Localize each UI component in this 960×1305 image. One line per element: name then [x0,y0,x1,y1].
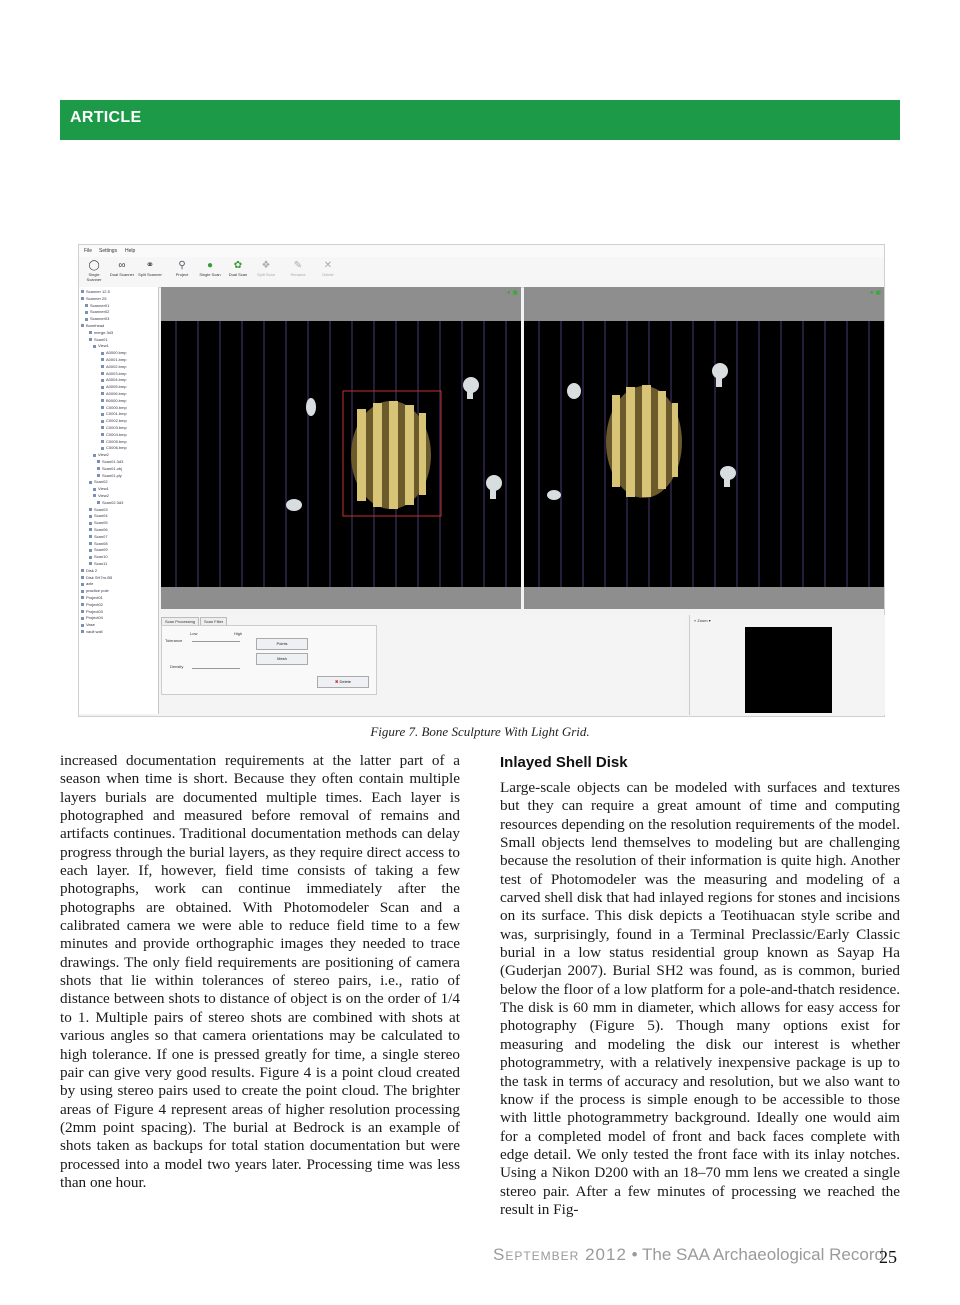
rename-icon: ✎ [293,260,303,271]
menu-help[interactable]: Help [125,248,136,254]
tree-item[interactable]: merge.3d3 [89,330,113,335]
tree-item[interactable]: View1 [93,343,109,348]
footer-separator: • [631,1245,638,1264]
tree-item[interactable]: Project01 [81,595,103,600]
tree-item[interactable]: Scan01.ply [97,473,122,478]
tree-item[interactable]: Scan08 [89,541,108,546]
left-column [60,752,460,1192]
split-scan-button[interactable]: ❖ Split Scan [256,260,275,277]
tree-item[interactable]: Scan03 [89,507,108,512]
dual-scan-button[interactable]: ✿ Dual Scan [228,260,248,277]
right-column [500,779,900,1219]
left-viewport[interactable] [161,287,521,609]
tree-item[interactable]: A0001.bmp [101,357,126,362]
viewport-controls-icon: ● ▣ [507,290,518,296]
delete-button[interactable]: ✖ Delete [317,676,369,688]
density-slider[interactable] [192,668,240,669]
tree-item[interactable]: Scanner 25 [81,296,106,301]
tree-item[interactable]: axle [81,581,93,586]
tree-item[interactable]: Disk SH7m-B5 [81,575,112,580]
tree-item[interactable]: Scanner01 [85,303,109,308]
tree-item[interactable]: Scan07 [89,534,108,539]
figure-screenshot [78,244,885,717]
single-scan-icon: ● [206,260,214,271]
menu-settings[interactable]: Settings [99,248,118,254]
tree-item[interactable]: Scan10 [89,554,108,559]
tree-item[interactable]: Scan01 [89,337,108,342]
tree-item[interactable]: Disk 2 [81,568,97,573]
tree-item[interactable]: practice pole [81,588,109,593]
delete-toolbar-button[interactable]: ✕ Delete [322,260,334,277]
tree-item[interactable]: Scan01.obj [97,466,122,471]
dual-scanner-icon: ∞ [118,260,126,271]
tab-scan-filter[interactable]: Scan Filter [200,617,227,626]
tree-item[interactable]: C0002.bmp [101,418,127,423]
mesh-button[interactable]: Mesh [256,653,308,665]
dual-scan-icon: ✿ [233,260,243,271]
body-paragraph: increased documentation requirements at the latter part of a season when time is short. Because they often contain multiple layers burials are documented multiple times. Each layer is photographed and measured before removal of remains and artifacts continues. Traditional documentation methods can delay progress through the burial layers, as they require direct access to each layer. If, however, field time consists of taking a few photographs, work can continue immediately after the photographs are obtained. With Photomodeler Scan and a calibrated camera we were able to reduce field time to a few minutes and provide orthographic images they needed to trace drawings. The only field requirements are positioning of camera shots that lie within tolerances of stereo pairs, i.e., ratio of distance between shots to distance of object is on the order of 1/4 to 1. Multiple pairs of stereo shots are combined with shots at various angles so that camera orientations may be calculated to high tolerance. If one is pressed greatly for time, a single stereo pair can give very good results. Figure 4 is a point cloud created by using stereo pairs used to create the point cloud. The brighter areas of Figure 4 represent areas of higher resolution processing (2mm point spacing). The burial at Bedrock is an example of shots taken as backups for total station documentation but were processed into a model two years later. Processing time was less than one hour. [60,752,460,1191]
tree-item[interactable]: Scan11 [89,561,107,566]
bone-sculpture-image [524,287,884,609]
project-button[interactable]: ⚲ Project [175,260,189,277]
tree-item[interactable]: C0005.bmp [101,439,127,444]
single-scanner-button[interactable]: ◯ Single Scanner [86,260,102,282]
tree-item[interactable]: Scan01.3d3 [97,459,123,464]
tree-item[interactable]: C0006.bmp [101,445,127,450]
tree-item[interactable]: Project04 [81,615,103,620]
tree-item[interactable]: View2 [93,493,109,498]
section-label: ARTICLE [70,109,142,126]
footer-date: September 2012 [493,1245,627,1264]
points-button[interactable]: Points [256,638,308,650]
footer-journal: The SAA Archaeological Record [642,1245,884,1264]
tree-item[interactable]: Scan09 [89,547,108,552]
tree-item[interactable]: A0002.bmp [101,364,126,369]
menu-file[interactable]: File [84,248,93,254]
tree-item[interactable]: Scanner 12.5 [81,289,110,294]
zoom-label: « Zoom ▾ [694,618,711,623]
section-banner [60,100,900,140]
tree-item[interactable]: Scan02 [89,479,108,484]
tree-item[interactable]: Project02 [81,602,103,607]
tree-item[interactable]: A0006.bmp [101,391,126,396]
rename-button[interactable]: ✎ Rename [290,260,306,277]
right-viewport[interactable] [524,287,884,609]
tree-item[interactable]: C0003.bmp [101,425,127,430]
tree-item[interactable]: Scanner02 [85,309,109,314]
tree-item[interactable]: C0001.bmp [101,411,127,416]
split-scan-icon: ❖ [261,260,271,271]
zoom-preview [745,627,832,713]
tree-item[interactable]: Scanner03 [85,316,109,321]
tree-item[interactable]: vault wall [81,629,102,634]
tree-item[interactable]: View2 [93,452,109,457]
bone-sculpture-image [161,287,521,609]
tree-item[interactable]: A0004.bmp [101,377,126,382]
toolbar [79,257,884,288]
viewport-controls-icon: ● ▣ [870,290,881,296]
single-scan-button[interactable]: ● Single Scan [199,260,221,277]
tree-item[interactable]: Scan06 [89,527,108,532]
page-number: 25 [879,1247,897,1267]
project-icon: ⚲ [178,260,186,271]
menu-bar [79,245,884,257]
tree-item[interactable]: Vase [81,622,95,627]
split-scanner-button[interactable]: ⚭ Split Scanner [138,260,162,277]
tree-item[interactable]: Scan04 [89,513,108,518]
tree-item[interactable]: A0003.bmp [101,371,126,376]
tree-item[interactable]: Scan02.3d3 [97,500,123,505]
running-footer [493,1245,884,1265]
processing-form: Low High Tolerance Density Points Mesh ✖ Delete [161,625,377,695]
tree-item[interactable]: A0000.bmp [101,350,126,355]
delete-icon: ✕ [323,260,333,271]
scanner-icon: ◯ [88,260,100,271]
tree-item[interactable]: A0005.bmp [101,384,126,389]
figure-caption: Figure 7. Bone Sculpture With Light Grid. [370,724,590,739]
body-paragraph: Large-scale objects can be modeled with surfaces and textures but they can require a great amount of time and computing resources depending on the resolution requirements of the model. Small objects lend themselves to modeling but are challenging because the resolution of their information is quite high. Another test of Photomodeler was the measuring and modeling of a carved shell disk that had inlayed regions for stones and incisions on its surface. This disk depicts a Teotihuacan style scribe and was, surprisingly, found in a Terminal Preclassic/Early Classic burial in a low status residential group known as Sayap Ha (Guderjan 2007). Burial SH2 was found, as is common, buried below the floor of a low platform for a pole-and-thatch residence. The disk is 60 mm in diameter, which allows for easy access for photography (Figure 5). Though many options exist for measuring and modeling the disk our interest is whether photogrammetry, with a relatively inexpensive package is up to the task in terms of accuracy and resolution, but we also want to know if the process is simple enough to be accessible to those with little photogrammetry background. Ideally one would aim for a completed model of front and back faces complete with edge detail. We only tested the front face with its inlay notches. Using a Nikon D200 with an 18–70 mm lens we created a single stereo pair. After a few minutes of processing we reached the result in Fig- [500,779,900,1218]
tree-item[interactable]: B0000.bmp [101,398,126,403]
tree-item[interactable]: C0004.bmp [101,432,127,437]
density-label: Density [170,664,184,669]
tolerance-label: Tolerance [165,638,183,643]
tree-item[interactable]: View1 [93,486,109,491]
delete-x-icon: ✖ [334,679,340,684]
tree-item[interactable]: Bonehead [81,323,104,328]
section-heading: Inlayed Shell Disk [500,754,628,771]
tab-scan-processing[interactable]: Scan Processing [161,617,199,626]
tree-item[interactable]: C0000.bmp [101,405,127,410]
tree-item[interactable]: Scan05 [89,520,108,525]
tree-item[interactable]: Project03 [81,609,103,614]
tolerance-slider[interactable] [192,641,240,642]
split-scanner-icon: ⚭ [145,260,155,271]
dual-scanner-button[interactable]: ∞ Dual Scanner [109,260,135,277]
project-tree[interactable] [79,287,159,714]
